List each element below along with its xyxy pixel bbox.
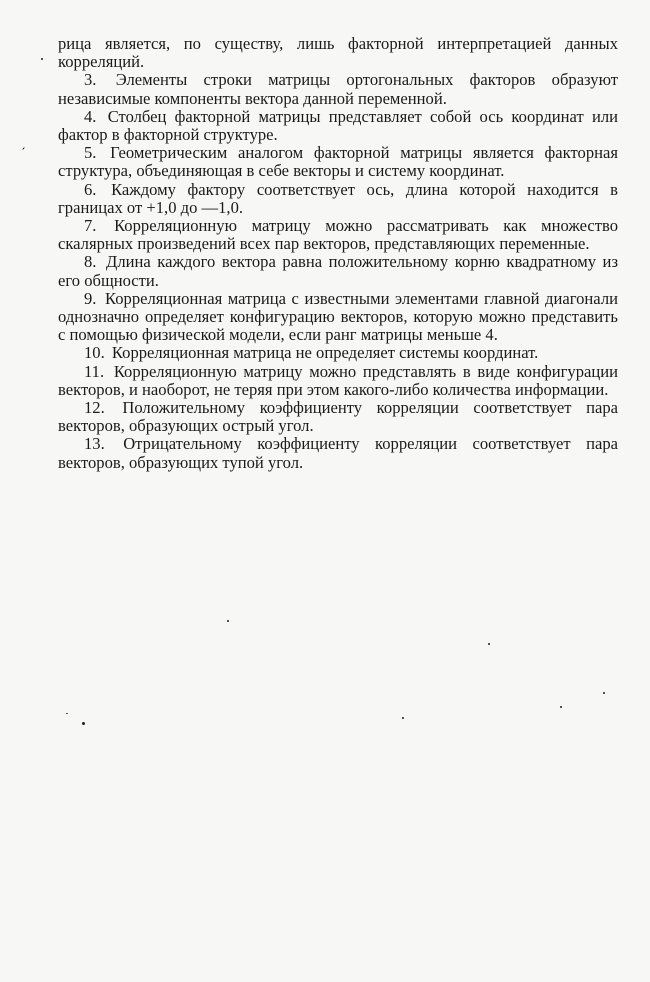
paragraph-item-10: [58, 344, 618, 362]
scan-speck: [402, 717, 404, 719]
paragraph-number: 9.: [84, 288, 97, 308]
scan-speck: [66, 713, 68, 714]
paragraph-number: 4.: [84, 106, 97, 126]
paragraph-item-3: [58, 71, 618, 107]
paragraph-text: Корреляционную матрицу можно рассматривать как множество скалярных произведений всех пар векторов, представляющих переменные.: [58, 216, 619, 254]
paragraph-item-11: [58, 363, 618, 399]
paragraph-text: Элементы строки матрицы ортогональных факторов образуют независимые компоненты вектора данной переменной.: [58, 70, 618, 108]
scan-speck: [488, 643, 490, 645]
scan-speck: [22, 147, 25, 150]
paragraph-number: 13.: [84, 434, 105, 454]
paragraph-number: 11.: [84, 361, 105, 381]
paragraph-number: 7.: [84, 216, 97, 236]
scan-speck: [82, 722, 85, 725]
paragraph-item-9: [58, 290, 618, 345]
paragraph-text: Корреляционная матрица не определяет системы координат.: [111, 343, 539, 363]
scan-speck: [41, 58, 43, 60]
paragraph-text: Столбец факторной матрицы представляет собой ось координат или фактор в факторной структуре.: [58, 106, 618, 145]
paragraph-number: 10.: [84, 343, 105, 363]
paragraph-number: 12.: [84, 398, 105, 418]
paragraph-text: Отрицательному коэффициенту корреляции соответствует пара векторов, образующих тупой угол.: [58, 434, 618, 472]
paragraph-item-7: [58, 217, 618, 253]
paragraph-number: 3.: [84, 70, 97, 90]
scan-speck: [560, 706, 562, 708]
scan-speck: [227, 620, 229, 622]
paragraph-item-12: [58, 399, 618, 435]
document-body: [58, 35, 618, 472]
paragraph-text: Длина каждого вектора равна положительному корню квадратному из его общности.: [58, 252, 618, 290]
paragraph-number: 6.: [84, 179, 97, 199]
paragraph-text: рица является, по существу, лишь факторной интерпретацией данных корреляций.: [58, 34, 618, 72]
paragraph-text: Положительному коэффициенту корреляции соответствует пара векторов, образующих острый угол.: [58, 398, 618, 436]
paragraph-item-5: [58, 144, 618, 180]
paragraph-text: Каждому фактору соответствует ось, длина которой находится в границах от +1,0 до —1,0.: [58, 179, 619, 217]
paragraph-number: 5.: [84, 143, 97, 163]
paragraph-item-6: [58, 181, 618, 217]
paragraph-text: Корреляционная матрица с известными элементами главной диагонали однозначно определяет конфигурацию векторов, которую можно представить с помощью физической модели, если ранг матрицы меньше 4.: [58, 288, 618, 345]
paragraph-item-8: [58, 253, 618, 289]
paragraph-number: 8.: [84, 252, 97, 272]
scan-speck: [603, 692, 605, 694]
paragraph-continuation: [58, 35, 618, 71]
paragraph-text: Корреляционную матрицу можно представлять в виде конфигурации векторов, и наоборот, не теряя при этом какого-либо количества информации.: [58, 361, 618, 399]
paragraph-item-13: [58, 435, 618, 471]
paragraph-text: Геометрическим аналогом факторной матрицы является факторная структура, объединяющая в себе векторы и систему координат.: [58, 143, 619, 181]
paragraph-item-4: [58, 108, 618, 144]
